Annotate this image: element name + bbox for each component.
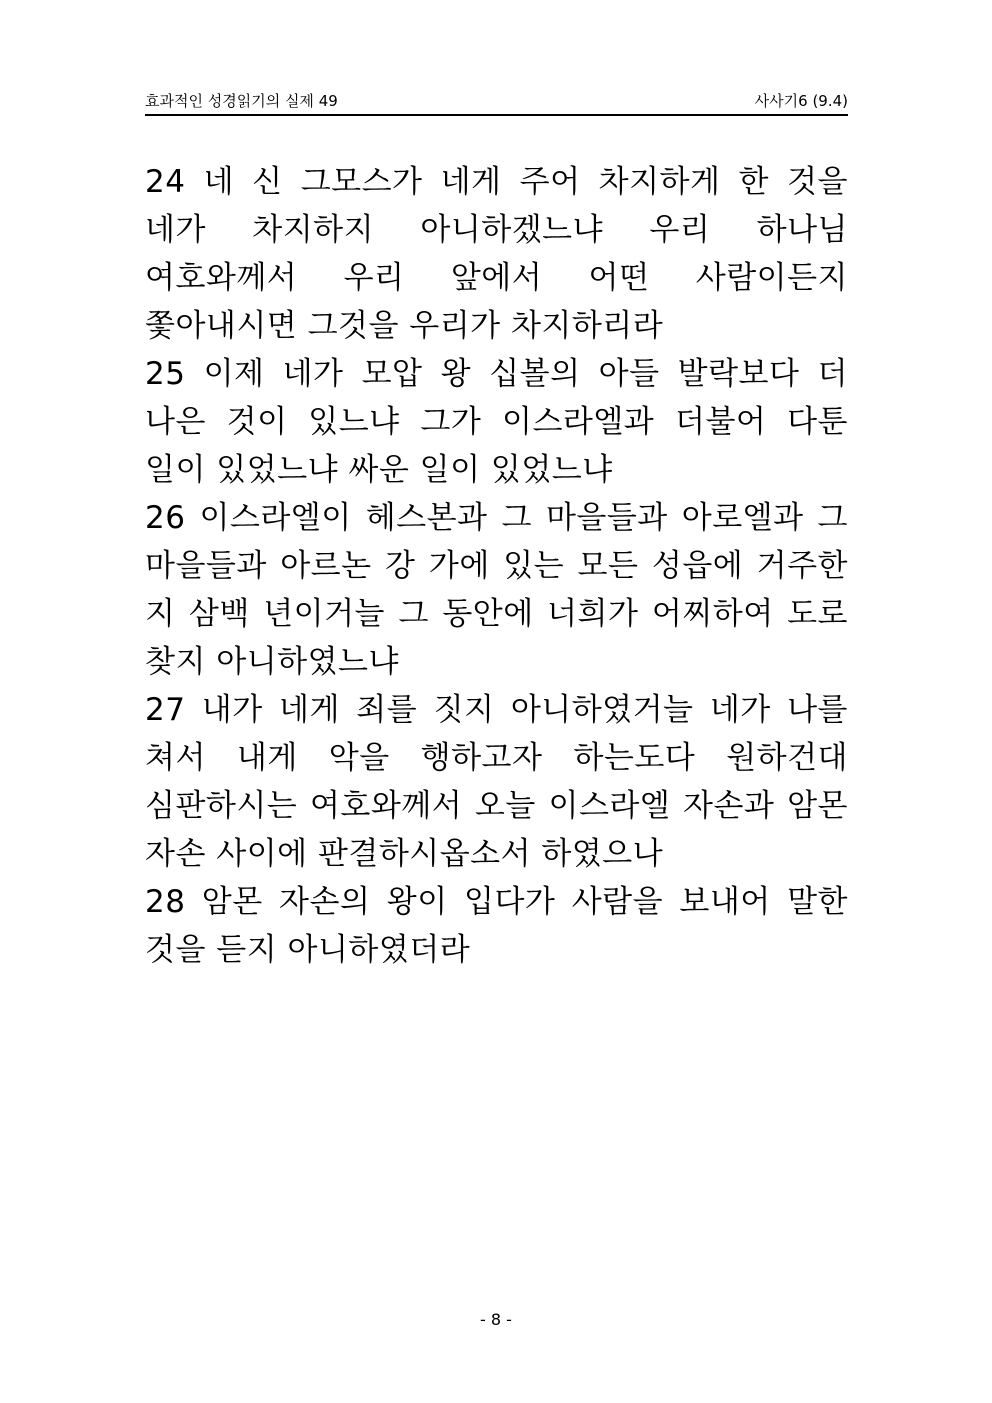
chapter-reference: 사사기6 (9.4) [754, 92, 848, 110]
page-header [145, 90, 848, 116]
verse-27: 27 내가 네게 죄를 짓지 아니하였거늘 네가 나를 쳐서 내게 악을 행하고자 하는도다 원하건대 심판하시는 여호와께서 오늘 이스라엘 자손과 암몬 자손 사이에 판결하시옵소서 하였으나 [145, 692, 848, 872]
page-number: - 8 - [480, 1310, 512, 1329]
verse-28: 28 암몬 자손의 왕이 입다가 사람을 보내어 말한 것을 듣지 아니하였더라 [145, 884, 848, 968]
header-divider [145, 114, 848, 116]
book-title: 효과적인 성경읽기의 실제 49 [145, 92, 338, 110]
verse-25: 25 이제 네가 모압 왕 십볼의 아들 발락보다 더 나은 것이 있느냐 그가 이스라엘과 더불어 다툰 일이 있었느냐 싸운 일이 있었느냐 [145, 356, 848, 488]
verse-26: 26 이스라엘이 헤스본과 그 마을들과 아로엘과 그 마을들과 아르논 강 가에 있는 모든 성읍에 거주한 지 삼백 년이거늘 그 동안에 너희가 어찌하여 도로 찾지 아니하였느냐 [145, 500, 848, 680]
scripture-text [145, 158, 848, 974]
verse-24: 24 네 신 그모스가 네게 주어 차지하게 한 것을 네가 차지하지 아니하겠느냐 우리 하나님 여호와께서 우리 앞에서 어떤 사람이든지 쫓아내시면 그것을 우리가 차지하리라 [145, 164, 848, 344]
